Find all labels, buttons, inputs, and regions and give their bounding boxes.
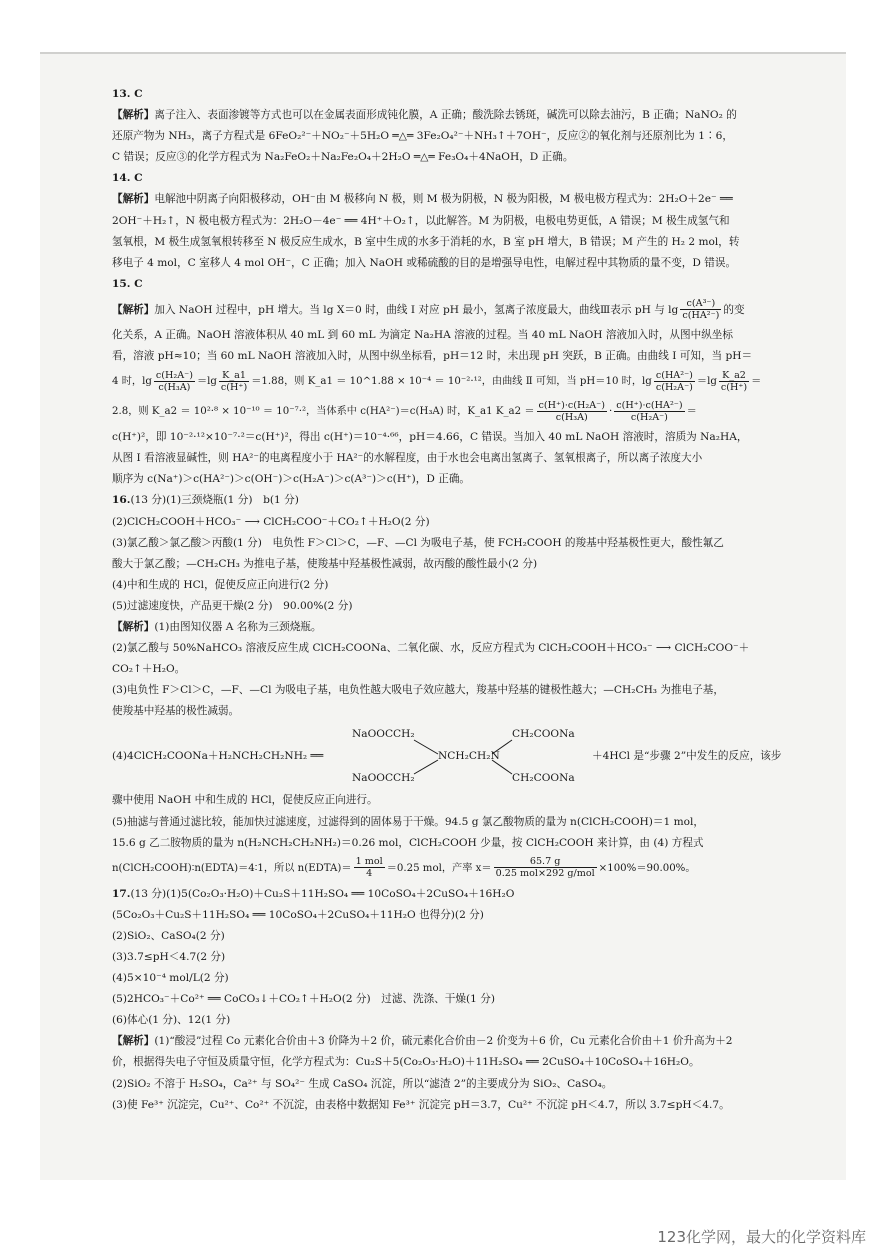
q16-line-8: (2)氯乙酸与 50%NaHCO₃ 溶液反应生成 ClCH₂COONa、二氧化碳、水，反应方程式为 ClCH₂COOH＋HCO₃⁻ ⟶ ClCH₂COO⁻＋ [112,642,750,655]
q13-number: 13. C [112,88,143,100]
q15-line-1: 【解析】加入 NaOH 过程中，pH 增大。当 lg X＝0 时，曲线 Ⅰ 对应 pH 最小，氢离子浓度最大，曲线Ⅲ表示 pH 与 lg $\frac{\text{c(A³⁻)}}{\text{c(HA²⁻)}}$ 的变 [112,298,745,322]
q16-line-4: 酸大于氯乙酸；—CH₂CH₃ 为推电子基，使羧基中羟基极性减弱，故丙酸的酸性最小(2 分) [112,557,538,570]
q16-line-12: 骤中使用 NaOH 中和生成的 HCl，促使反应正向进行。 [112,794,378,807]
q17-line-6: (5)2HCO₃⁻＋Co²⁺ ══ CoCO₃↓＋CO₂↑＋H₂O(2 分) 过滤、洗涤、干燥(1 分) [112,993,495,1006]
q17-line-1: 17.(13 分)(1)5(Co₂O₃·H₂O)＋Cu₂S＋11H₂SO₄ ══ 10CoSO₄＋2CuSO₄＋16H₂O [112,887,515,900]
q17-analysis-tag: 【解析】 [112,1035,155,1048]
q17-line-9: 价，根据得失电子守恒及质量守恒，化学方程式为：Cu₂S＋5(Co₂O₃·H₂O)＋11H₂SO₄ ══ 2CuSO₄＋10CoSO₄＋16H₂O。 [112,1056,700,1069]
q14-line-4: 移电子 4 mol，C 室移人 4 mol OH⁻，C 正确；加入 NaOH 或稀硫酸的目的是增强导电性，电解过程中其物质的量不变，D 错误。 [112,256,737,269]
q14-analysis-tag: 【解析】 [112,193,155,206]
q17-line-3: (2)SiO₂、CaSO₄(2 分) [112,929,225,942]
q17-line-4: (3)3.7≤pH＜4.7(2 分) [112,951,226,963]
q17-line-7: (6)体心(1 分)、12(1 分) [112,1014,231,1027]
fraction: $\frac{\text{c(A³⁻)}}{\text{c(HA²⁻)}}$ [682,298,720,322]
q16-line-9: CO₂↑＋H₂O。 [112,663,186,676]
q16-line-3: (3)氯乙酸＞氯乙酸＞丙酸(1 分) 电负性 F＞Cl＞C，—F、—Cl 为吸电子基，使 FCH₂COOH 的羧基中羟基极性更大，酸性氟乙 [112,536,724,549]
q16-number: 16. [112,494,131,507]
q14-number: 14. C [112,172,143,185]
page-top-edge [40,52,846,54]
q16-line-7: 【解析】(1)由图知仪器 A 名称为三颈烧瓶。 [112,620,322,633]
q15-number: 15. C [112,277,143,290]
q16-line-15: n(ClCH₂COOH)∶n(EDTA)＝4∶1，所以 n(EDTA)＝ $\frac{\text{1 mol}}{4}$ ＝0.25 mol，产率 x＝ $\frac{65.7 g}{\text{0.25 mol×292 g/mol}}$ ×100%＝90.00%。 [112,856,696,880]
q15-line-6: c(H⁺)²，即 10⁻²·¹²×10⁻⁷·²＝c(H⁺)²，得出 c(H⁺)＝10⁻⁴·⁶⁶，pH＝4.66，C 错误。当加入 40 mL NaOH 溶液时，溶质为 Na₂HA， [112,431,748,444]
q16-line-11: 使羧基中羟基的极性减弱。 [112,705,240,718]
q15-line-3: 看，溶液 pH≈10；当 60 mL NaOH 溶液加入时，从图中纵坐标看，pH＝12 时，未出现 pH 突跃，B 正确。由曲线 Ⅰ 可知，当 pH＝ [112,350,753,363]
site-watermark: 123化学网，最大的化学资料库 [657,1228,866,1246]
q17-line-11: (3)使 Fe³⁺ 沉淀完，Cu²⁺、Co²⁺ 不沉淀，由表格中数据知 Fe³⁺ 沉淀完 pH＝3.7，Cu²⁺ 不沉淀 pH＜4.7，所以 3.7≤pH＜4.7。 [112,1098,730,1111]
q16-line-10: (3)电负性 F＞Cl＞C，—F、—Cl 为吸电子基，电负性越大吸电子效应越大，羧基中羟基的键极性越大；—CH₂CH₃ 为推电子基， [112,684,724,697]
q16-line-5: (4)中和生成的 HCl，促使反应正向进行(2 分) [112,578,329,591]
answer-content [112,84,792,1116]
q17-line-2: (5Co₂O₃＋Cu₂S＋11H₂SO₄ ══ 10CoSO₄＋2CuSO₄＋11H₂O 也得分)(2 分) [112,908,484,921]
q17-line-10: (2)SiO₂ 不溶于 H₂SO₄，Ca²⁺ 与 SO₄²⁻ 生成 CaSO₄ 沉淀，所以“滤渣 2”的主要成分为 SiO₂、CaSO₄。 [112,1077,613,1090]
q15-line-2: 化关系，A 正确。NaOH 溶液体积从 40 mL 到 60 mL 为滴定 Na₂HA 溶液的过程。当 40 mL NaOH 溶液加入时，从图中纵坐标 [112,328,733,341]
q16-line-14: 15.6 g 乙二胺物质的量为 n(H₂NCH₂CH₂NH₂)＝0.26 mol，ClCH₂COOH 少量，按 ClCH₂COOH 来计算，由 (4) 方程式 [112,836,704,849]
q15-line-4: 4 时，lg $\frac{\text{c(H₂A⁻)}}{\text{c(H₃A)}}$ ＝lg $\frac{K\_a1}{c(H^+)}$ ＝1.88，则 K_a1 ＝ 10^1.88 × 10⁻⁴ ＝ 10⁻²·¹²，由曲线 Ⅱ 可知，当 pH＝10 时，lg $\frac{\text{c(HA²⁻)}}{\text{c(H₂A⁻)}}$ ＝lg $\frac{K\_a2}{c(H^+)}$ ＝ [112,369,762,393]
q17-number: 17. [112,887,131,900]
structure-bonds [408,734,518,780]
edta-reaction-structure: (4)4ClCH₂COONa＋H₂NCH₂CH₂NH₂ ══ NaOOCCH₂ NaOOCCH₂ NCH₂CH₂N CH₂COONa CH₂COONa ＋4HCl 是“步骤 2”中发生的反应，该步 [112,728,782,785]
q15-line-7: 从图 Ⅰ 看溶液显碱性，则 HA²⁻的电离程度小于 HA²⁻的水解程度，由于水也会电离出氢离子、氢氧根离子，所以离子浓度大小 [112,452,703,465]
q15-line-5: 2.8，则 K_a2 ＝ 10²·⁸ × 10⁻¹⁰ ＝ 10⁻⁷·²，当体系中 c(HA²⁻)＝c(H₃A) 时，K_a1 K_a2 ＝ $\frac{\text{c(H⁺)·c(H₂A⁻)}}{\text{c(H₃A)}}$ · $\frac{\text{c(H⁺)·c(HA²⁻)}}{\text{c(H₂A⁻)}}$ ＝ [112,399,697,423]
q13-line-3: C 错误；反应③的化学方程式为 Na₂FeO₂＋Na₂Fe₂O₄＋2H₂O ═△═ Fe₃O₄＋4NaOH，D 正确。 [112,151,574,164]
q13-line-1: 【解析】离子注入、表面渗镀等方式也可以在金属表面形成钝化膜，A 正确；酸洗除去锈斑，碱洗可以除去油污，B 正确；NaNO₂ 的 [112,109,737,122]
q16-line-1: 16.(13 分)(1)三颈烧瓶(1 分) b(1 分) [112,494,299,507]
q14-line-3: 氢氧根，M 极生成氢氧根转移至 N 极反应生成水，B 室中生成的水多于消耗的水，B 室 pH 增大，B 错误；M 产生的 H₂ 2 mol，转 [112,235,740,248]
q15-line-8: 顺序为 c(Na⁺)＞c(HA²⁻)＞c(OH⁻)＞c(H₂A⁻)＞c(A³⁻)＞c(H⁺)，D 正确。 [112,473,471,486]
q14-line-1: 【解析】电解池中阴离子向阳极移动，OH⁻由 M 极移向 N 极，则 M 极为阴极，N 极为阳极，M 极电极方程式为：2H₂O＋2e⁻ ══ [112,193,733,206]
q15-analysis-tag: 【解析】 [112,303,155,316]
q17-line-8: 【解析】(1)“酸浸”过程 Co 元素化合价由＋3 价降为＋2 价，硫元素化合价由－2 价变为＋6 价，Cu 元素化合价由＋1 价升高为＋2 [112,1035,733,1048]
q13-line-2: 还原产物为 NH₃，离子方程式是 6FeO₂²⁻＋NO₂⁻＋5H₂O ═△═ 3Fe₂O₄²⁻＋NH₃↑＋7OH⁻，反应②的氧化剂与还原剂比为 1∶6， [112,130,733,143]
q14-line-2: 2OH⁻＋H₂↑，N 极电极方程式为：2H₂O－4e⁻ ══ 4H⁺＋O₂↑，以此解答。M 为阴极，电极电势更低，A 错误；M 极生成氢气和 [112,214,730,227]
q16-analysis-tag: 【解析】 [112,620,155,633]
q13-analysis-tag: 【解析】 [112,109,155,122]
q16-line-6: (5)过滤速度快，产品更干燥(2 分) 90.00%(2 分) [112,599,353,612]
q16-line-13: (5)抽滤与普通过滤比较，能加快过滤速度，过滤得到的固体易于干燥。94.5 g 氯乙酸物质的量为 n(ClCH₂COOH)＝1 mol， [112,815,705,828]
q16-line-2: (2)ClCH₂COOH＋HCO₃⁻ ⟶ ClCH₂COO⁻＋CO₂↑＋H₂O(2 分) [112,515,430,528]
q17-line-5: (4)5×10⁻⁴ mol/L(2 分) [112,972,229,985]
